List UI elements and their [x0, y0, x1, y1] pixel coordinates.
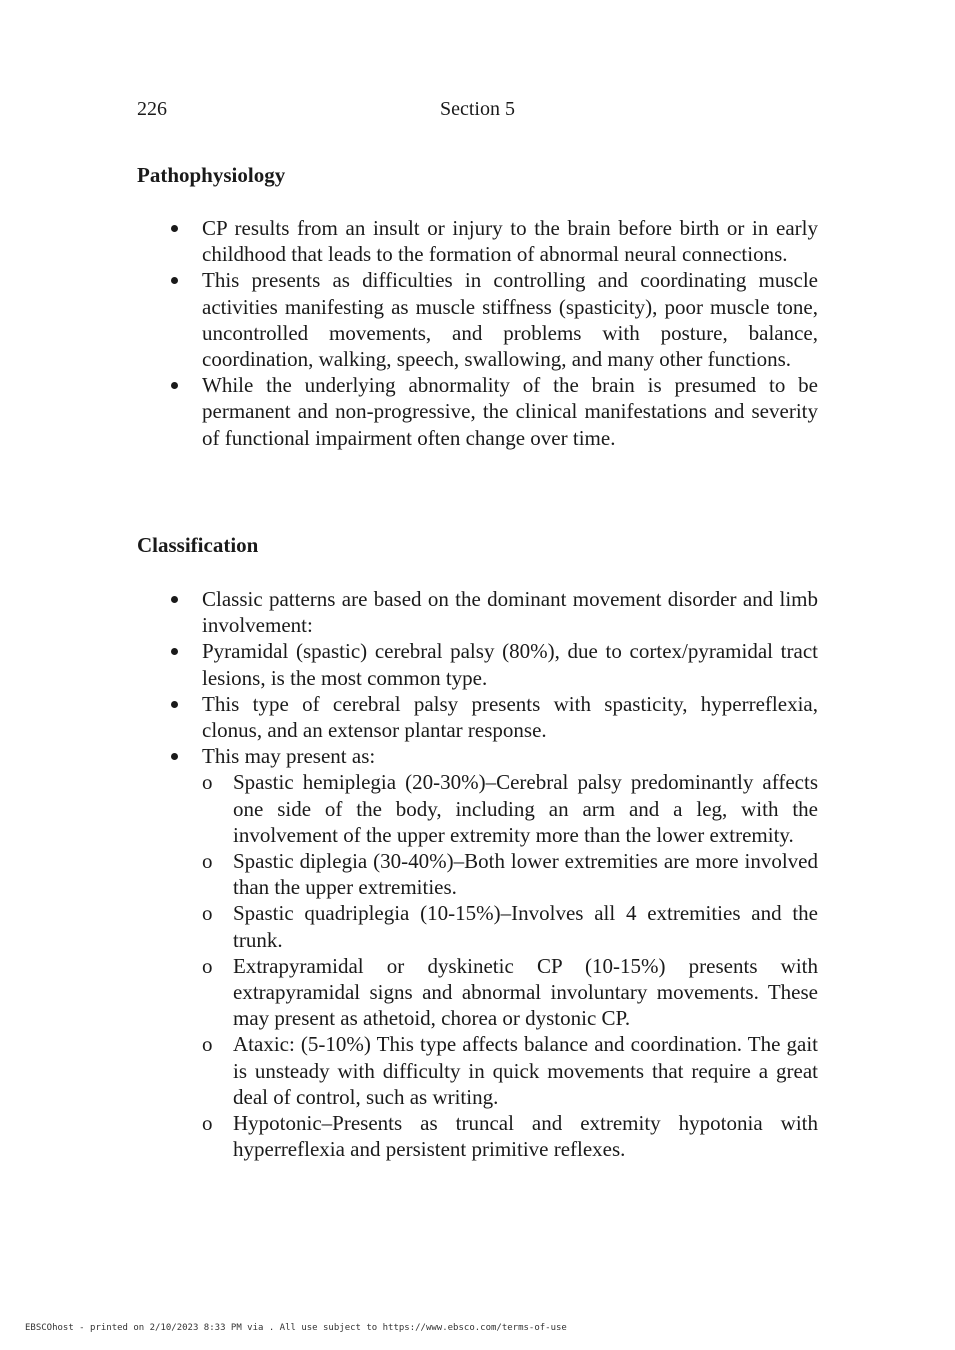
sub-list-item [202, 900, 818, 952]
sub-list-item-text: Hypotonic–Presents as truncal and extremity hypotonia with hyperreflexia and persistent primitive reflexes. [233, 1111, 818, 1162]
sub-bullet-icon: o [202, 901, 213, 926]
sub-list-item-text: Extrapyramidal or dyskinetic CP (10-15%) presents with extrapyramidal signs and abnormal involuntary movements. These may present as athetoid, chorea or dystonic CP. [233, 953, 818, 1031]
section-heading-pathophysiology: Pathophysiology [137, 163, 286, 187]
bullet-icon [171, 225, 178, 232]
bullet-icon [171, 701, 178, 708]
sub-list-item [202, 1031, 818, 1110]
list-item-text: This presents as difficulties in controlling and coordinating muscle activities manifesting as muscle stiffness (spasticity), poor muscle tone, uncontrolled movements, and problems with posture, balance, coordination, walking, speech, swallowing, and many other functions. [202, 268, 818, 372]
sub-list-item [202, 953, 818, 1032]
sub-bullet-icon: o [202, 849, 213, 874]
list-item [168, 638, 818, 690]
sub-list-item [202, 1110, 818, 1162]
list-item-text: This may present as: [202, 744, 376, 769]
sub-bullet-icon: o [202, 770, 213, 795]
sub-bullet-icon: o [202, 1032, 213, 1057]
list-item [168, 586, 818, 638]
print-footer: EBSCOhost - printed on 2/10/2023 8:33 PM via . All use subject to https://www.ebsco.com/terms-of-use [25, 1323, 567, 1333]
list-item [168, 691, 818, 743]
sub-list-item [202, 769, 818, 848]
sub-bullet-icon: o [202, 1111, 213, 1136]
list-item [168, 743, 818, 1162]
list-item-text: CP results from an insult or injury to the brain before birth or in early childhood that leads to the formation of abnormal neural connections. [202, 216, 818, 267]
page-number: 226 [137, 98, 167, 120]
pathophysiology-list [168, 215, 818, 451]
list-item-text: While the underlying abnormality of the brain is presumed to be permanent and non-progressive, the clinical manifestations and severity of functional impairment often change over time. [202, 373, 818, 450]
list-item [168, 215, 818, 267]
bullet-icon [171, 277, 178, 284]
classification-list [168, 586, 818, 1162]
bullet-icon [171, 648, 178, 655]
list-item [168, 372, 818, 451]
sub-list-item-text: Spastic quadriplegia (10-15%)–Involves all 4 extremities and the trunk. [233, 901, 818, 952]
section-heading-classification: Classification [137, 533, 259, 557]
list-item-text: Pyramidal (spastic) cerebral palsy (80%), due to cortex/pyramidal tract lesions, is the most common type. [202, 639, 818, 690]
bullet-icon [171, 382, 178, 389]
bullet-icon [171, 596, 178, 603]
running-head: Section 5 [440, 98, 515, 120]
bullet-icon [171, 753, 178, 760]
list-item-text: This type of cerebral palsy presents with spasticity, hyperreflexia, clonus, and an extensor plantar response. [202, 691, 818, 743]
sub-list-item-text: Spastic hemiplegia (20-30%)–Cerebral palsy predominantly affects one side of the body, including an arm and a leg, with the involvement of the upper extremity more than the lower extremity. [233, 770, 818, 847]
sub-list [202, 769, 818, 1162]
list-item-text: Classic patterns are based on the dominant movement disorder and limb involvement: [202, 587, 818, 638]
sub-list-item [202, 848, 818, 900]
sub-list-item-text: Spastic diplegia (30-40%)–Both lower extremities are more involved than the upper extremities. [233, 849, 818, 900]
list-item [168, 267, 818, 372]
sub-bullet-icon: o [202, 953, 213, 978]
sub-list-item-text: Ataxic: (5-10%) This type affects balance and coordination. The gait is unsteady with difficulty in quick movements that require a great deal of control, such as writing. [233, 1032, 818, 1109]
